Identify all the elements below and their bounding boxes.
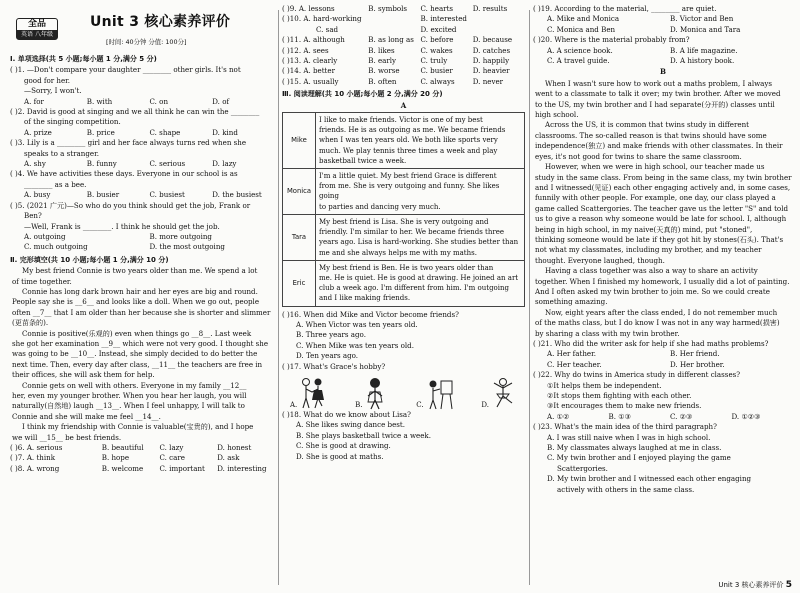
section-heading: Ⅱ. 完形填空(共 10 小题;每小题 1 分,满分 10 分) bbox=[10, 255, 169, 264]
table-row bbox=[283, 214, 525, 260]
row-name: Tara bbox=[283, 214, 316, 260]
options: A. A science book. B. A life magazine. C. A travel guide. D. A history book. bbox=[547, 45, 738, 66]
options: A. shy B. funny C. serious D. lazy bbox=[24, 159, 237, 169]
question-1: ( )1. —Don't compare your daughter ________ other girls. It's not good for her. —Sorry, I won't. A. for B. with C. on D. of bbox=[10, 65, 275, 107]
row-text: My best friend is Ben. He is two years older than me. He is quiet. He is good at drawing. He joined an art club a week ago. I'm different from him. I'm outgoing and I like making friends. bbox=[316, 260, 525, 306]
question-18: ( )18. What do we know about Lisa? A. She likes swing dance best. B. She plays basketball twice a week. C. She is good at drawing. D. She is good at maths. bbox=[282, 409, 431, 461]
question-13: ( )13. A. clearly B. early C. truly D. happily bbox=[282, 56, 510, 66]
question-10-cd: C. sad D. excited bbox=[316, 24, 457, 34]
options: A. for B. with C. on D. of bbox=[24, 96, 230, 106]
options: A. prize B. price C. shape D. kind bbox=[24, 127, 238, 137]
row-text: I like to make friends. Victor is one of my best friends. He is as outgoing as me. We became friends when I was ten years old. We both like sports very much. We play tennis three times a week and play basketball twice a week. bbox=[316, 113, 525, 169]
table-row bbox=[283, 113, 525, 169]
friends-table bbox=[282, 112, 525, 306]
reading-passage-b: When I wasn't sure how to work out a maths problem, I always went to a classmate to talk it over; my twin brother. After we moved to the US, my twin brother and I had separate(分开的) classes until high school. Across the US, it is common that twins study in different classrooms. The so-called reason is that twins should have some independence(独立) and make friends with other classmates. In their eyes, it's not good for twins to share the same classroom. However, when we were in high school, our teacher made us study in the same class. From being in the same class, my twin brother and I witnessed(见证) each other engaging actively and, in some cases, funnily with other people. For example, one day, our class played a game called Scattergories. The teacher gave us the letter "S" and told us to give a reason why someone would be late for school. I, although being in high school, in my naive(天真的) mind, put "stoned", thinking someone would be late if they got hit by stones(石头). That's not what my classmates, including my brother, and my teacher thought. Everyone laughed, though. Having a class together was also a way to share an activity together. When I finished my homework, I usually did a lot of painting. And I often asked my twin brother to join me. So we could create something amazing. Now, eight years after the class ended, I do not remember much of the maths class, but I do know I was not in any way harmed(损害) by sharing a class with my twin brother. bbox=[535, 78, 792, 338]
options: A. Mike and Monica B. Victor and Ben C. Monica and Ben D. Monica and Tara bbox=[547, 14, 741, 34]
question-14: ( )14. A. better B. worse C. busier D. heavier bbox=[282, 66, 510, 76]
page-number: 5 bbox=[785, 580, 792, 590]
dancing-couple-icon bbox=[297, 376, 327, 410]
option-a-picture: A. bbox=[290, 374, 327, 410]
question-6: ( )6. A. serious B. beautiful C. lazy D. honest bbox=[10, 443, 252, 453]
part-a-label: A bbox=[400, 100, 407, 110]
options: A. outgoing B. more outgoing C. much outgoing D. the most outgoing bbox=[24, 231, 225, 252]
row-name: Mike bbox=[283, 113, 316, 169]
row-name: Eric bbox=[283, 260, 316, 306]
row-text: I'm a little quiet. My best friend Grace is different from me. She is very outgoing and funny. She likes going to parties and dancing very much. bbox=[316, 169, 525, 215]
question-16: ( )16. When did Mike and Victor become friends? A. When Victor was ten years old. B. Three years ago. C. When Mike was ten years old. D. Ten years ago. bbox=[282, 309, 459, 361]
table-row bbox=[283, 260, 525, 306]
question-12: ( )12. A. sees B. likes C. wakes D. catches bbox=[282, 45, 511, 55]
option-b-picture: B. bbox=[355, 374, 388, 410]
question-7: ( )7. A. think B. hope C. care D. ask bbox=[10, 453, 240, 463]
question-8: ( )8. A. wrong B. welcome C. important D. interesting bbox=[10, 463, 267, 473]
question-22: ( )22. Why do twins in America study in different classes? ①It helps them be independent. ②It stops them fighting with each other. ③It encourages them to make new friends. A. ①② B. ①③ C. ②③ D. ①②③ bbox=[533, 370, 793, 422]
column-divider bbox=[529, 10, 530, 585]
cloze-passage: My best friend Connie is two years older than me. We spend a lot of time together. Connie has long dark brown hair and her eyes are big and round. People say she is __6__ and looks like a doll. When we go out, people often __7__ that I am older than her because she is shorter and slimmer (更苗条的). Connie is positive(乐观的) even when things go __8__. Last week she got her examination __9__ which were not very good. I thought she was going to be __10__. Instead, she simply decided to do better the next time. Then, every day after class, __11__ the teachers are free in their offices, she will ask them for help. Connie gets on well with others. Everyone in my family __12__ her, even my younger brother. When you hear her laugh, you will naturally(自然地) laugh __13__. When I feel unhappy, I will talk to Connie and she will make me feel __14__. I think my friendship with Connie is valuable(宝贵的), and I hope we will __15__ be best friends. bbox=[12, 266, 271, 442]
question-15: ( )15. A. usually B. often C. always D. never bbox=[282, 76, 504, 86]
question-19: ( )19. According to the material, ________ are quiet. A. Mike and Monica B. Victor and Ben C. Monica and Ben D. Monica and Tara bbox=[533, 4, 793, 35]
column-divider bbox=[278, 10, 279, 585]
options: A. Her father. B. Her friend. C. Her teacher. D. Her brother. bbox=[547, 349, 725, 369]
question-20: ( )20. Where is the material probably from? A. A science book. B. A life magazine. C. A travel guide. D. A history book. bbox=[533, 35, 793, 66]
header bbox=[10, 0, 275, 52]
row-text: My best friend is Lisa. She is very outgoing and friendly. I'm similar to her. We became friends three years ago. Lisa is hard-working. She studies better than me and she always helps me with my maths. bbox=[316, 214, 525, 260]
question-2: ( )2. David is good at singing and we all think he can win the ________ of the singing competition. A. prize B. price C. shape D. kind bbox=[10, 107, 275, 138]
painting-easel-icon bbox=[424, 376, 454, 410]
ballet-dancer-icon bbox=[489, 376, 517, 410]
question-21: ( )21. Who did the writer ask for help if she had maths problems? A. Her father. B. Her friend. C. Her teacher. D. Her brother. bbox=[533, 339, 793, 370]
options: A. busy B. busier C. busiest D. the busiest bbox=[24, 190, 262, 200]
girl-icon bbox=[362, 376, 388, 410]
question-10: ( )10. A. hard-working B. interested bbox=[282, 14, 467, 24]
time-score-info: [时间: 40分钟 分值: 100分] bbox=[106, 38, 187, 46]
column-left bbox=[10, 0, 275, 593]
column-right bbox=[533, 0, 793, 593]
question-4: ( )4. We have activities these days. Everyone in our school is as ________ as a bee. A. busy B. busier C. busiest D. the busiest bbox=[10, 169, 275, 200]
option-d-picture: D. bbox=[481, 374, 517, 410]
row-name: Monica bbox=[283, 169, 316, 215]
column-middle bbox=[282, 0, 525, 593]
question-3: ( )3. Lily is a ________ girl and her face always turns red when she speaks to a stranger. A. shy B. funny C. serious D. lazy bbox=[10, 138, 275, 169]
question-5: ( )5. (2021 广元)—So who do you think should get the job, Frank or Ben? —Well, Frank is ________. I think he should get the job. A. outgoing B. more outgoing C. much outgoing D. the most outgoing bbox=[10, 201, 275, 253]
section-heading: Ⅰ. 单项选择(共 5 小题;每小题 1 分,满分 5 分) bbox=[10, 55, 157, 63]
question-23: ( )23. What's the main idea of the third paragraph? A. I was still naive when I was in high school. B. My classmates always laughed at me in class. C. My twin brother and I enjoyed playing the game Scattergories. D. My twin brother and I witnessed each other engaging actively with others in the same class. bbox=[533, 422, 752, 494]
question-17: ( )17. What's Grace's hobby? A. B. C. D. bbox=[282, 362, 525, 410]
part-b-label: B bbox=[660, 67, 666, 77]
page-footer bbox=[718, 580, 792, 590]
options: A. ①② B. ①③ C. ②③ D. ①②③ bbox=[547, 411, 761, 421]
option-c-picture: C. bbox=[416, 374, 453, 410]
footer-label: Unit 3 核心素养评价 bbox=[718, 581, 784, 589]
section-heading: Ⅲ. 阅读理解(共 10 小题;每小题 2 分,满分 20 分) bbox=[282, 90, 443, 99]
page-title: Unit 3 核心素养评价 bbox=[90, 14, 231, 30]
hobby-pictures bbox=[282, 372, 525, 410]
question-11: ( )11. A. although B. as long as C. before D. because bbox=[282, 35, 513, 45]
publisher-logo: 全品 英语 八年级 bbox=[16, 18, 58, 40]
question-9: ( )9. A. lessons B. symbols C. hearts D. results bbox=[282, 4, 508, 13]
table-row bbox=[283, 169, 525, 215]
